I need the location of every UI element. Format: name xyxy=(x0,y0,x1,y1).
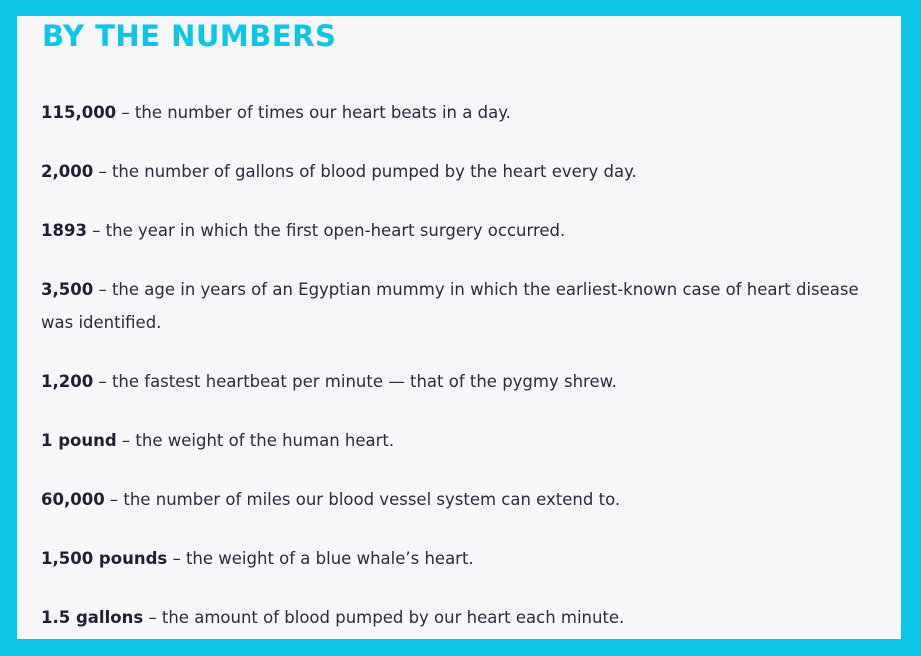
fact-value: 2,000 xyxy=(41,162,94,181)
fact-value: 1,200 xyxy=(41,372,94,391)
fact-value: 1,500 pounds xyxy=(41,549,168,568)
fact-value: 1 pound xyxy=(41,431,117,450)
fact-item xyxy=(41,365,881,398)
fact-item xyxy=(41,273,881,339)
content-panel xyxy=(17,16,901,639)
fact-text: – the weight of the human heart. xyxy=(116,431,395,450)
fact-item xyxy=(41,542,881,575)
fact-value: 1.5 gallons xyxy=(41,608,144,627)
fact-text: – the year in which the first open-heart surgery occurred. xyxy=(86,221,566,240)
fact-value: 60,000 xyxy=(41,490,105,509)
fact-text: – the weight of a blue whale’s heart. xyxy=(167,549,474,568)
fact-value: 3,500 xyxy=(41,280,94,299)
fact-text: – the fastest heartbeat per minute — that of the pygmy shrew. xyxy=(93,372,617,391)
fact-item xyxy=(41,483,881,516)
section-heading: BY THE NUMBERS xyxy=(42,19,337,53)
fact-item xyxy=(41,214,881,247)
facts-list xyxy=(41,96,881,639)
fact-value: 1893 xyxy=(41,221,87,240)
fact-item xyxy=(41,601,881,634)
fact-text: – the number of gallons of blood pumped by the heart every day. xyxy=(93,162,637,181)
fact-text: – the number of times our heart beats in a day. xyxy=(116,103,511,122)
fact-text: – the amount of blood pumped by our heart each minute. xyxy=(143,608,625,627)
fact-text: – the number of miles our blood vessel system can extend to. xyxy=(104,490,621,509)
fact-item xyxy=(41,96,881,129)
fact-item xyxy=(41,424,881,457)
fact-item xyxy=(41,155,881,188)
fact-text: – the age in years of an Egyptian mummy in which the earliest-known case of heart disease was identified. xyxy=(41,280,859,332)
fact-value: 115,000 xyxy=(41,103,117,122)
